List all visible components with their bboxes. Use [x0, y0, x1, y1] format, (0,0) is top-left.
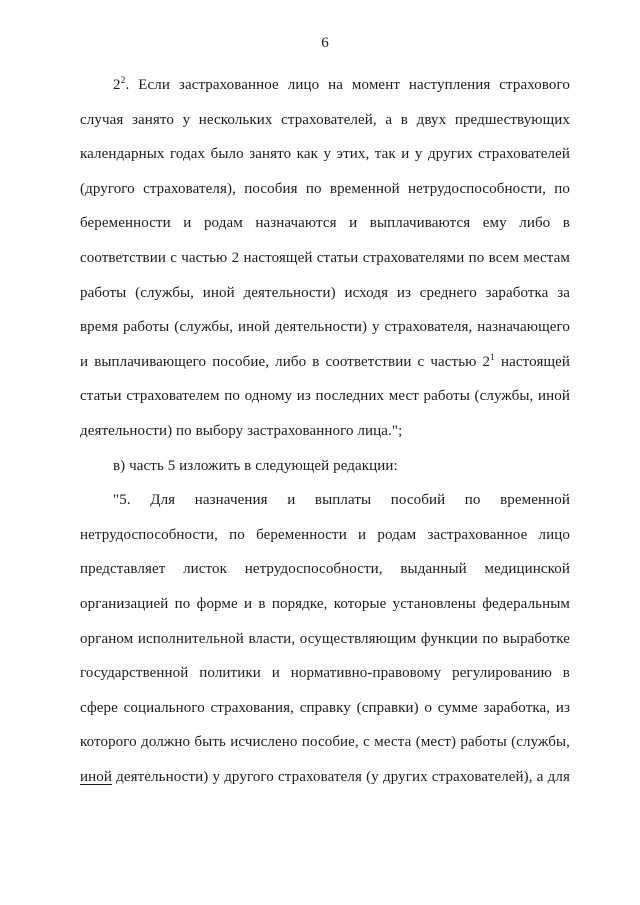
text-line: соответствии с частью 2 настоящей статьи страхователями по всем местам — [80, 249, 570, 266]
text-line: беременности и родам назначаются и выплачиваются ему либо в — [80, 215, 570, 232]
line-segment: 2 — [113, 77, 121, 93]
line-segment: . Если застрахованное лицо на момент наступления страхового — [125, 77, 570, 93]
paragraph-clause-2-2 — [80, 68, 570, 449]
text-line: органом исполнительной власти, осуществляющим функции по выработке — [80, 630, 570, 647]
superscript: 2 — [120, 76, 126, 86]
text-line: нетрудоспособности, по беременности и родам застрахованное лицо — [80, 526, 570, 543]
text-line: "5. Для назначения и выплаты пособий по временной — [113, 492, 570, 509]
underlined-word: иной — [80, 768, 112, 785]
text-line: в) часть 5 изложить в следующей редакции: — [113, 457, 398, 474]
superscript: 1 — [490, 352, 495, 363]
text-line: календарных годах было занято как у этих, так и у других страхователей — [80, 146, 570, 163]
text-line: работы (службы, иной деятельности) исходя из среднего заработка за — [80, 284, 570, 301]
text-line: время работы (службы, иной деятельности) у страхователя, назначающего — [80, 319, 570, 336]
line-segment: деятельности) у другого страхователя (у других страхователей), а для — [111, 768, 570, 785]
text-line: (другого страхователя), пособия по временной нетрудоспособности, по — [80, 180, 570, 197]
text-line — [80, 68, 570, 103]
text-line: случая занято у нескольких страхователей, а в двух предшествующих — [80, 111, 570, 128]
text-line — [80, 345, 570, 380]
text-line: государственной политики и нормативно-правовому регулированию в — [80, 665, 570, 682]
page-number: 6 — [321, 35, 329, 51]
line-segment: и выплачивающего пособие, либо в соответствии с частью 2 — [80, 353, 491, 370]
text-line: организацией по форме и в порядке, которые установлены федеральным — [80, 595, 570, 612]
text-line — [80, 760, 570, 795]
text-line: деятельности) по выбору застрахованного лица."; — [80, 422, 403, 439]
text-line: сфере социального страхования, справку (справки) о сумме заработка, из — [80, 699, 570, 716]
paragraph-subitem-v — [80, 449, 570, 484]
paragraph-part-5 — [80, 483, 570, 794]
text-line: статьи страхователем по одному из последних мест работы (службы, иной — [80, 388, 570, 405]
text-line: которого должно быть исчислено пособие, с места (мест) работы (службы, — [80, 734, 570, 751]
text-line: представляет листок нетрудоспособности, выданный медицинской — [80, 561, 570, 578]
line-segment: настоящей — [494, 353, 570, 370]
document-body — [80, 68, 570, 794]
